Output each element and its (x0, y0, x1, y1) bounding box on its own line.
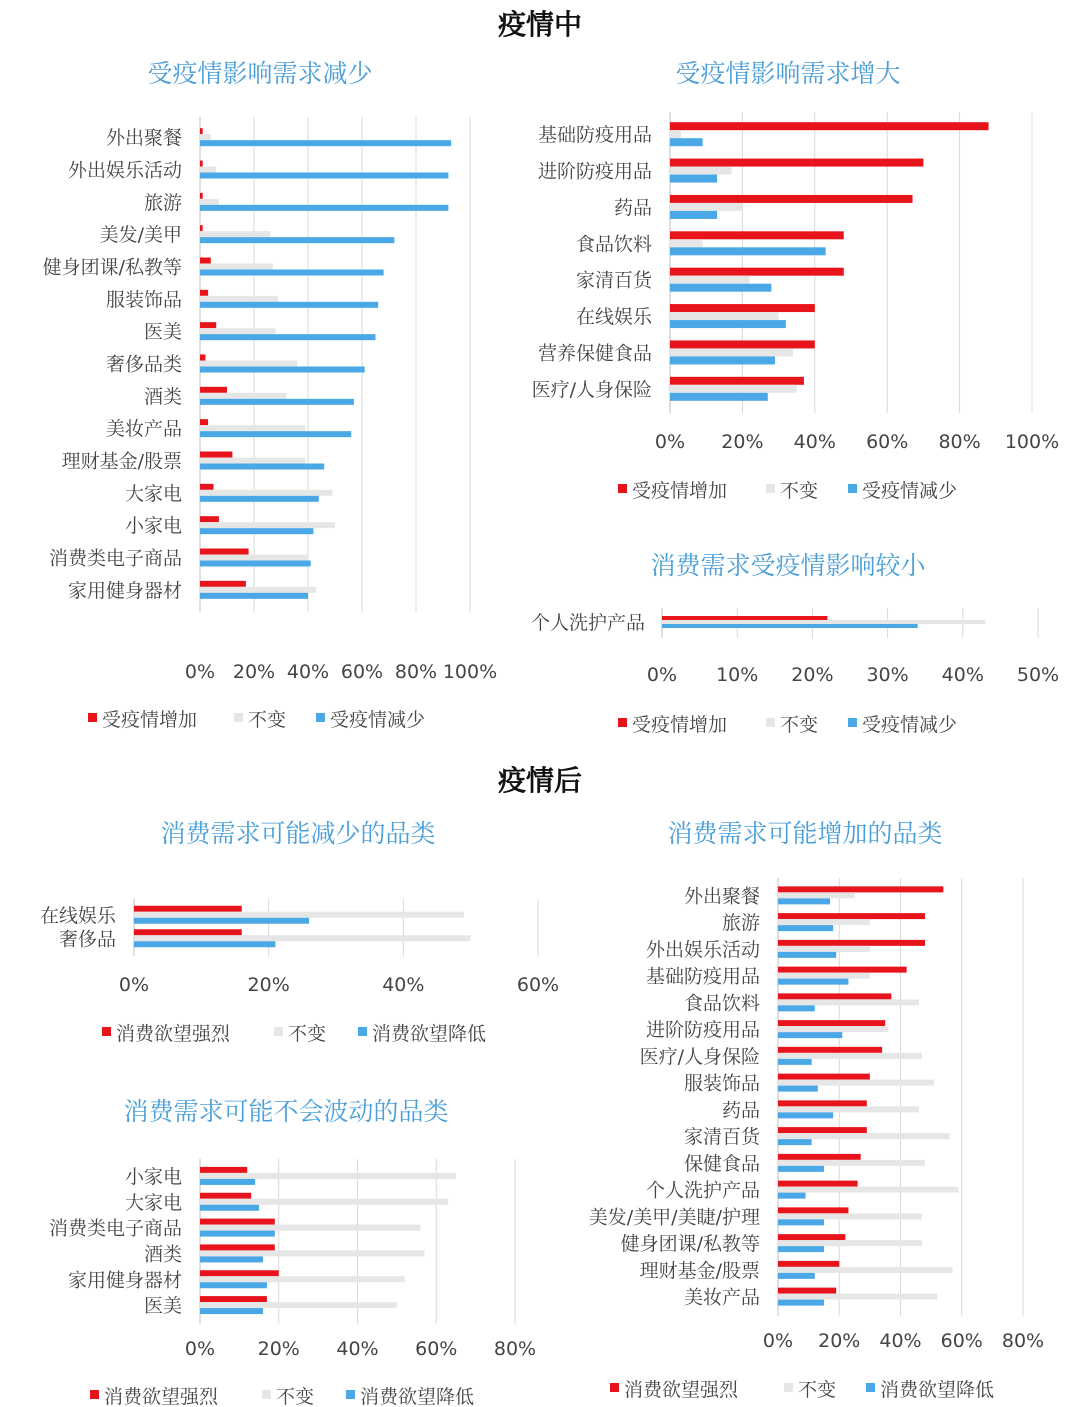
category-label: 小家电 (124, 515, 182, 538)
tick-label: 40% (286, 661, 330, 683)
bar-increase (670, 231, 844, 239)
bar-increase (200, 193, 203, 199)
bar-decrease (200, 464, 324, 470)
bar-increase (778, 1234, 845, 1240)
bar-same (670, 276, 750, 284)
bar-increase (200, 322, 216, 328)
bar-same (200, 328, 276, 334)
bar-increase (200, 1167, 247, 1173)
bar-increase (778, 967, 907, 973)
legend-label: 受疫情减少 (330, 709, 426, 731)
bar-decrease (200, 496, 319, 502)
section-title-after: 疫情后 (497, 764, 583, 797)
bar-decrease (670, 356, 775, 364)
bar-increase (778, 1127, 867, 1133)
tick-label: 40% (382, 974, 425, 996)
bar-same (200, 490, 332, 496)
bar-increase (778, 1154, 861, 1160)
bar-same (778, 1213, 922, 1219)
category-label: 家清百货 (683, 1126, 760, 1149)
category-label: 消费类电子商品 (48, 1217, 182, 1240)
chart-title: 受疫情影响需求增大 (675, 59, 901, 88)
legend-swatch (766, 484, 775, 493)
legend-swatch (346, 1390, 355, 1399)
bar-decrease (778, 898, 830, 904)
bar-same (778, 1294, 937, 1300)
tick-label: 20% (247, 974, 290, 996)
bar-increase (200, 1270, 279, 1276)
bar-increase (670, 304, 815, 312)
category-label: 医疗/人身保险 (639, 1045, 760, 1068)
bar-increase (200, 290, 208, 296)
bar-increase (200, 452, 232, 458)
chart-title: 消费需求可能减少的品类 (160, 819, 436, 848)
category-label: 奢侈品类 (105, 353, 182, 376)
tick-label: 0% (654, 431, 686, 453)
legend-label: 消费欲望强烈 (624, 1379, 739, 1401)
bar-decrease (778, 1219, 824, 1225)
bar-same (200, 425, 305, 431)
bar-decrease (200, 528, 313, 534)
bar-decrease (200, 237, 394, 243)
legend-swatch (358, 1027, 367, 1036)
bar-decrease (670, 175, 717, 183)
bar-increase (662, 616, 827, 620)
category-label: 理财基金/股票 (639, 1259, 760, 1282)
legend-swatch (618, 484, 627, 493)
legend-swatch (88, 713, 97, 722)
tick-label: 40% (336, 1338, 379, 1360)
bar-decrease (778, 1273, 815, 1279)
legend-swatch (766, 718, 775, 727)
bar-decrease (200, 367, 365, 373)
bar-increase (134, 906, 242, 912)
bar-decrease (778, 952, 836, 958)
legend-swatch (618, 718, 627, 727)
bar-same (778, 1160, 925, 1166)
legend-label: 不变 (780, 480, 819, 502)
bar-decrease (200, 1256, 263, 1262)
bar-increase (200, 549, 249, 555)
category-label: 医美 (143, 1295, 182, 1318)
tick-label: 80% (493, 1338, 537, 1360)
tick-label: 100% (442, 661, 498, 683)
legend-label: 不变 (780, 714, 819, 736)
bar-increase (778, 993, 891, 999)
bar-decrease (200, 593, 308, 599)
bar-decrease (670, 393, 768, 401)
tick-label: 0% (762, 1330, 794, 1352)
bar-same (778, 1026, 888, 1032)
chart-title: 消费需求受疫情影响较小 (650, 551, 926, 580)
category-label: 美妆产品 (105, 418, 182, 441)
category-label: 医美 (143, 321, 182, 344)
bar-increase (778, 1020, 885, 1026)
bar-increase (778, 1207, 848, 1213)
bar-decrease (778, 1139, 812, 1145)
tick-label: 20% (818, 1330, 861, 1352)
tick-label: 40% (941, 664, 984, 686)
bar-increase (200, 161, 203, 167)
tick-label: 20% (232, 661, 276, 683)
bar-increase (200, 258, 211, 264)
bar-decrease (200, 173, 448, 179)
bar-same (134, 935, 471, 941)
legend-swatch (610, 1383, 619, 1392)
bar-increase (778, 1074, 870, 1080)
category-label: 保健食品 (683, 1152, 760, 1175)
chart-increase-during (532, 59, 1060, 502)
bar-decrease (200, 1179, 255, 1185)
legend-swatch (316, 713, 325, 722)
bar-same (670, 312, 779, 320)
category-label: 食品饮料 (683, 992, 760, 1015)
bar-decrease (134, 941, 275, 947)
legend-label: 消费欲望强烈 (104, 1386, 219, 1407)
bar-decrease (200, 561, 311, 567)
bar-decrease (200, 399, 354, 405)
bar-decrease (200, 1308, 263, 1314)
legend-label: 受疫情减少 (862, 714, 958, 736)
bar-same (200, 134, 211, 140)
bar-same (200, 1225, 421, 1231)
category-label: 个人洗护产品 (645, 1179, 760, 1202)
bar-same (200, 393, 286, 399)
legend-swatch (274, 1027, 283, 1036)
tick-label: 100% (1004, 431, 1060, 453)
section-title-during: 疫情中 (497, 8, 583, 41)
category-label: 服装饰品 (683, 1072, 760, 1095)
bar-decrease (670, 247, 826, 255)
bar-same (200, 1173, 456, 1179)
bar-decrease (670, 211, 717, 219)
category-label: 食品饮料 (575, 233, 652, 256)
bar-increase (778, 1181, 858, 1187)
bar-same (134, 912, 464, 918)
bar-same (200, 587, 316, 593)
bar-same (200, 231, 270, 237)
category-label: 旅游 (143, 191, 182, 214)
legend-label: 消费欲望强烈 (116, 1023, 231, 1045)
category-label: 消费类电子商品 (48, 547, 182, 570)
bar-increase (200, 1244, 275, 1250)
legend-label: 消费欲望降低 (360, 1386, 475, 1407)
bar-same (778, 1053, 922, 1059)
legend-label: 消费欲望降低 (880, 1379, 995, 1401)
tick-label: 60% (340, 661, 384, 683)
chart-stable-after (49, 1097, 536, 1407)
bar-same (670, 385, 797, 393)
chart-decrease-during (43, 59, 498, 731)
bar-increase (200, 419, 208, 425)
bar-increase (134, 929, 242, 935)
bar-increase (200, 225, 203, 231)
bar-increase (778, 1261, 839, 1267)
bar-increase (200, 1193, 251, 1199)
tick-label: 80% (1001, 1330, 1045, 1352)
charts-layer (40, 59, 1059, 1407)
category-label: 家用健身器材 (67, 1269, 182, 1292)
tick-label: 20% (791, 664, 834, 686)
legend-label: 受疫情减少 (862, 480, 958, 502)
bar-decrease (662, 624, 918, 628)
bar-decrease (200, 302, 378, 308)
bar-same (200, 1276, 405, 1282)
legend-swatch (848, 484, 857, 493)
tick-label: 50% (1016, 664, 1060, 686)
bar-increase (670, 377, 804, 385)
bar-same (778, 1240, 922, 1246)
bar-increase (200, 387, 227, 393)
bar-same (200, 361, 297, 367)
category-label: 健身团课/私教等 (620, 1233, 760, 1256)
tick-label: 60% (516, 974, 560, 996)
bar-increase (200, 128, 203, 134)
category-label: 理财基金/股票 (61, 450, 182, 473)
category-label: 个人洗护产品 (530, 612, 645, 634)
bar-decrease (200, 140, 451, 146)
bar-same (200, 264, 273, 270)
bar-decrease (200, 1231, 275, 1237)
tick-label: 20% (721, 431, 764, 453)
chart-title: 受疫情影响需求减少 (147, 59, 373, 88)
bar-same (670, 167, 732, 175)
category-label: 健身团课/私教等 (42, 256, 182, 279)
bar-same (778, 919, 870, 925)
bar-increase (778, 1288, 836, 1294)
bar-same (778, 946, 870, 952)
bar-decrease (778, 1166, 824, 1172)
bar-same (778, 892, 855, 898)
category-label: 药品 (721, 1099, 760, 1122)
category-label: 外出聚餐 (105, 127, 182, 150)
bar-same (662, 620, 985, 624)
chart-title: 消费需求可能不会波动的品类 (123, 1097, 449, 1126)
bar-decrease (134, 918, 309, 924)
bar-same (200, 1199, 448, 1205)
tick-label: 60% (415, 1338, 458, 1360)
bar-increase (200, 355, 205, 361)
legend-swatch (848, 718, 857, 727)
category-label: 美发/美甲/美睫/护理 (588, 1206, 760, 1229)
bar-increase (670, 122, 989, 130)
bar-same (778, 1106, 919, 1112)
legend-label: 不变 (798, 1379, 837, 1401)
category-label: 外出娱乐活动 (645, 938, 760, 961)
bar-decrease (778, 1300, 824, 1306)
bar-decrease (778, 1032, 842, 1038)
bar-increase (778, 886, 943, 892)
bar-same (200, 555, 308, 561)
category-label: 奢侈品 (58, 928, 116, 951)
bar-same (778, 973, 870, 979)
bar-same (200, 167, 216, 173)
category-label: 美发/美甲 (99, 224, 182, 247)
bar-decrease (778, 925, 833, 931)
category-label: 大家电 (124, 1191, 182, 1214)
bar-increase (670, 268, 844, 276)
bar-decrease (670, 138, 703, 146)
legend-label: 受疫情增加 (102, 709, 198, 731)
legend-swatch (102, 1027, 111, 1036)
category-label: 基础防疫用品 (645, 965, 760, 988)
bar-increase (670, 340, 815, 348)
category-label: 小家电 (124, 1165, 182, 1188)
bar-decrease (200, 205, 448, 211)
legend-swatch (262, 1390, 271, 1399)
legend-label: 受疫情增加 (632, 714, 728, 736)
category-label: 在线娱乐 (39, 904, 116, 927)
category-label: 酒类 (143, 1243, 182, 1266)
bar-same (200, 1302, 397, 1308)
bar-decrease (200, 1282, 267, 1288)
category-label: 酒类 (143, 385, 182, 408)
bar-increase (200, 1296, 267, 1302)
legend-swatch (784, 1383, 793, 1392)
tick-label: 20% (257, 1338, 300, 1360)
bar-same (200, 458, 305, 464)
bar-increase (670, 159, 923, 167)
bar-increase (670, 195, 913, 203)
category-label: 外出娱乐活动 (67, 159, 182, 182)
category-label: 大家电 (124, 482, 182, 505)
legend-label: 不变 (276, 1386, 315, 1407)
bar-increase (778, 940, 925, 946)
bar-same (200, 296, 278, 302)
legend-swatch (90, 1390, 99, 1399)
legend-swatch (234, 713, 243, 722)
bar-same (778, 1267, 953, 1273)
category-label: 家清百货 (575, 269, 652, 292)
bar-increase (200, 484, 214, 490)
chart-may-decrease-after (40, 819, 559, 1045)
bar-decrease (670, 284, 771, 292)
bar-increase (200, 1219, 275, 1225)
bar-same (200, 1250, 424, 1256)
bar-decrease (670, 320, 786, 328)
bar-same (778, 999, 919, 1005)
bar-same (778, 1187, 959, 1193)
category-label: 营养保健食品 (537, 342, 652, 365)
category-label: 医疗/人身保险 (531, 378, 652, 401)
bar-same (670, 239, 703, 247)
tick-label: 0% (184, 1338, 216, 1360)
bar-increase (778, 913, 925, 919)
tick-label: 0% (118, 974, 150, 996)
bar-increase (200, 516, 219, 522)
bar-same (200, 199, 219, 205)
bar-decrease (778, 1193, 806, 1199)
bar-decrease (778, 979, 848, 985)
bar-decrease (200, 431, 351, 437)
legend-label: 不变 (288, 1023, 327, 1045)
category-label: 基础防疫用品 (537, 124, 652, 147)
bar-same (670, 130, 681, 138)
chart-little-impact-during (531, 551, 1059, 736)
bar-same (778, 1133, 950, 1139)
bar-increase (778, 1047, 882, 1053)
bar-decrease (778, 1086, 818, 1092)
tick-label: 40% (879, 1330, 922, 1352)
tick-label: 10% (716, 664, 759, 686)
category-label: 药品 (613, 196, 652, 219)
category-label: 旅游 (721, 912, 760, 935)
legend-label: 消费欲望降低 (372, 1023, 487, 1045)
category-label: 进阶防疫用品 (537, 160, 652, 183)
bar-decrease (200, 334, 376, 340)
legend-swatch (866, 1383, 875, 1392)
tick-label: 80% (938, 431, 981, 453)
legend-label: 不变 (248, 709, 287, 731)
bar-decrease (778, 1112, 833, 1118)
bar-decrease (200, 1205, 259, 1211)
bar-decrease (778, 1246, 824, 1252)
bar-increase (778, 1100, 867, 1106)
bar-same (670, 348, 793, 356)
tick-label: 60% (866, 431, 909, 453)
bar-decrease (778, 1005, 815, 1011)
tick-label: 60% (940, 1330, 983, 1352)
category-label: 服装饰品 (105, 288, 182, 311)
tick-label: 0% (184, 661, 216, 683)
chart-may-increase-after (589, 819, 1044, 1401)
tick-label: 0% (646, 664, 678, 686)
category-label: 美妆产品 (683, 1286, 760, 1309)
bar-same (778, 1080, 934, 1086)
legend-label: 受疫情增加 (632, 480, 728, 502)
tick-label: 80% (394, 661, 438, 683)
tick-label: 30% (866, 664, 909, 686)
bar-same (200, 522, 335, 528)
category-label: 外出聚餐 (683, 885, 760, 908)
tick-label: 40% (793, 431, 836, 453)
bar-same (670, 203, 742, 211)
bar-decrease (200, 270, 384, 276)
category-label: 家用健身器材 (67, 579, 182, 602)
category-label: 进阶防疫用品 (645, 1019, 760, 1042)
category-label: 在线娱乐 (575, 306, 652, 329)
bar-decrease (778, 1059, 812, 1065)
chart-title: 消费需求可能增加的品类 (667, 819, 943, 848)
bar-increase (200, 581, 246, 587)
